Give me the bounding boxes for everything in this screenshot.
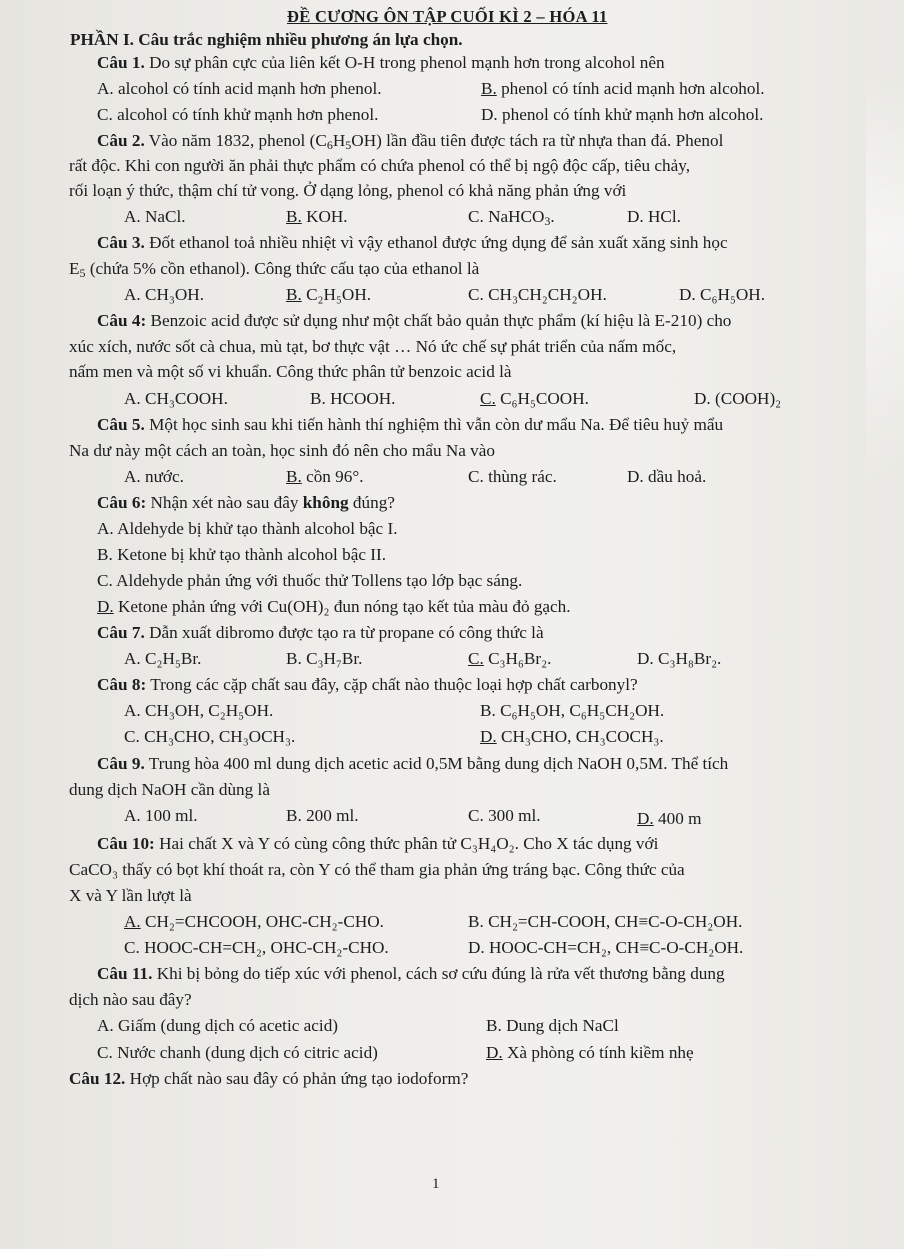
question-10	[97, 833, 658, 855]
question-label: Câu 1.	[97, 53, 145, 72]
option-letter: B.	[481, 79, 497, 98]
option-text: C₆H₅OH.	[700, 285, 765, 304]
option-text: C₃H₆Br₂.	[488, 649, 552, 668]
option-letter: C.	[468, 467, 484, 486]
section-heading: PHẦN I. Câu trắc nghiệm nhiều phương án lựa chọn.	[70, 30, 463, 49]
option-3c	[468, 284, 607, 306]
option-text: HOOC-CH=CH₂, OHC-CH₂-CHO.	[144, 938, 389, 957]
option-11b	[486, 1015, 619, 1037]
option-text: Ketone phản ứng với Cu(OH)₂ đun nóng tạo kết tủa màu đỏ gạch.	[118, 597, 571, 616]
option-text: 400 m	[658, 809, 702, 828]
option-letter: D.	[97, 597, 114, 616]
option-text: .	[550, 207, 555, 226]
option-text: C₃H₇Br.	[306, 649, 363, 668]
option-8c	[124, 726, 295, 748]
question-text: H	[332, 131, 346, 150]
option-7b	[286, 648, 362, 670]
question-label: Câu 12.	[69, 1069, 126, 1088]
option-letter: D.	[468, 938, 485, 957]
option-text: CH₃CH₂CH₂OH.	[488, 285, 607, 304]
question-label: Câu 6:	[97, 493, 147, 512]
option-4b	[310, 388, 395, 410]
subscript: 5	[345, 138, 352, 152]
option-9d	[637, 808, 701, 830]
option-letter: D.	[480, 727, 497, 746]
option-letter: C.	[97, 571, 113, 590]
option-text: CH₃COOH.	[145, 389, 228, 408]
option-text: (COOH)₂	[715, 389, 782, 408]
option-6c	[97, 570, 522, 592]
question-2-line-2: rất độc. Khi con người ăn phải thực phẩm có chứa phenol có thể bị ngộ độc cấp, tiêu chảy,	[69, 156, 691, 175]
option-letter: C.	[468, 806, 484, 825]
question-label: Câu 10:	[97, 834, 155, 853]
option-letter: A.	[124, 806, 141, 825]
option-text: HCOOH.	[330, 389, 396, 408]
option-letter: C.	[124, 938, 140, 957]
question-text: OH) lần đầu tiên được tách ra từ nhựa than đá. Phenol	[351, 131, 724, 150]
question-3-line-2	[69, 258, 479, 280]
option-letter: C.	[468, 285, 484, 304]
question-text: Khi bị bỏng do tiếp xúc với phenol, cách sơ cứu đúng là rửa vết thương bằng dung	[156, 964, 725, 983]
option-9a	[124, 805, 198, 827]
question-emphasis: không	[302, 493, 349, 512]
option-letter: A.	[124, 207, 141, 226]
question-1	[97, 52, 665, 74]
page-edge-highlight	[866, 70, 904, 490]
question-10-line-3: X và Y lần lượt là	[69, 886, 192, 905]
option-text: NaHCO	[488, 207, 545, 226]
question-label: Câu 8:	[97, 675, 147, 694]
option-letter: A.	[124, 701, 141, 720]
option-text: HOOC-CH=CH₂, CH≡C-O-CH₂OH.	[489, 938, 744, 957]
option-9b	[286, 805, 359, 827]
option-text: CH₃CHO, CH₃OCH₃.	[144, 727, 296, 746]
option-10a	[124, 911, 384, 933]
option-text: 100 ml.	[145, 806, 198, 825]
question-5	[97, 414, 723, 436]
option-letter: D.	[694, 389, 711, 408]
option-text: CH₃OH, C₂H₅OH.	[145, 701, 274, 720]
option-text: Dung dịch NaCl	[506, 1016, 619, 1035]
question-9	[97, 753, 728, 775]
question-7	[97, 622, 544, 644]
page-number: 1	[432, 1176, 440, 1192]
question-label: Câu 2.	[97, 131, 145, 150]
option-6a	[97, 518, 398, 540]
question-text: Hợp chất nào sau đây có phản ứng tạo iodoform?	[129, 1069, 469, 1088]
option-2d	[627, 206, 681, 228]
option-text: 200 ml.	[306, 806, 359, 825]
document-title: ĐỀ CƯƠNG ÔN TẬP CUỐI KÌ 2 – HÓA 11	[287, 7, 608, 26]
question-text: Trung hòa 400 ml dung dịch acetic acid 0,5M bằng dung dịch NaOH 0,5M. Thể tích	[148, 754, 729, 773]
option-text: 300 ml.	[488, 806, 541, 825]
question-label: Câu 3.	[97, 233, 145, 252]
option-2a	[124, 206, 186, 228]
question-text: Do sự phân cực của liên kết O-H trong phenol mạnh hơn trong alcohol nên	[149, 53, 665, 72]
question-6	[97, 492, 395, 514]
option-7a	[124, 648, 201, 670]
option-letter: D.	[679, 285, 696, 304]
option-3b	[286, 284, 371, 306]
option-text: Giấm (dung dịch có acetic acid)	[118, 1016, 339, 1035]
option-letter: A.	[97, 1016, 114, 1035]
question-11-line-2: dịch nào sau đây?	[69, 990, 192, 1009]
option-letter: A.	[124, 285, 141, 304]
option-letter: A.	[124, 649, 141, 668]
option-text: C₂H₅Br.	[145, 649, 202, 668]
question-10-line-2: CaCO₃ thấy có bọt khí thoát ra, còn Y có thể tham gia phản ứng tráng bạc. Công thức của	[69, 860, 685, 879]
option-letter: B.	[468, 912, 484, 931]
question-9-line-2: dung dịch NaOH cần dùng là	[69, 780, 270, 799]
question-12	[69, 1068, 468, 1090]
option-text: C₃H₈Br₂.	[658, 649, 722, 668]
subscript: 5	[79, 266, 86, 280]
option-text: nước.	[145, 467, 184, 486]
option-letter: C.	[468, 207, 484, 226]
option-4a	[124, 388, 228, 410]
option-5c	[468, 466, 557, 488]
option-text: thùng rác.	[488, 467, 557, 486]
option-letter: C.	[97, 105, 113, 124]
option-text: KOH.	[306, 207, 348, 226]
option-text: phenol có tính acid mạnh hơn alcohol.	[501, 79, 765, 98]
option-letter: A.	[124, 467, 141, 486]
option-text: C₆H₅COOH.	[500, 389, 589, 408]
option-1d	[481, 104, 763, 126]
subscript: 6	[326, 138, 333, 152]
question-text: đúng?	[348, 493, 395, 512]
question-text: Trong các cặp chất sau đây, cặp chất nào thuộc loại hợp chất carbonyl?	[150, 675, 638, 694]
option-text: C₂H₅OH.	[306, 285, 372, 304]
question-label: Câu 5.	[97, 415, 145, 434]
option-text: Ketone bị khử tạo thành alcohol bậc II.	[117, 545, 387, 564]
option-text: C₆H₅OH, C₆H₅CH₂OH.	[500, 701, 665, 720]
option-8a	[124, 700, 273, 722]
question-2-line-3: rối loạn ý thức, thậm chí tử vong. Ở dạng lỏng, phenol có khả năng phản ứng với	[69, 181, 627, 200]
option-5a	[124, 466, 184, 488]
option-letter: D.	[627, 467, 644, 486]
question-5-line-2: Na dư này một cách an toàn, học sinh đó nên cho mẩu Na vào	[69, 441, 495, 460]
option-text: phenol có tính khử mạnh hơn alcohol.	[502, 105, 764, 124]
option-1b	[481, 78, 765, 100]
option-5b	[286, 466, 364, 488]
option-letter: C.	[97, 1043, 113, 1062]
option-text: CH₂=CHCOOH, OHC-CH₂-CHO.	[145, 912, 384, 931]
option-letter: D.	[481, 105, 498, 124]
option-letter: B.	[286, 806, 302, 825]
option-text: NaCl.	[145, 207, 186, 226]
question-text: Vào năm 1832, phenol (C	[148, 131, 327, 150]
option-11d	[486, 1042, 694, 1064]
option-letter: B.	[486, 1016, 502, 1035]
option-4c	[480, 388, 589, 410]
option-9c	[468, 805, 541, 827]
option-letter: A.	[97, 519, 114, 538]
option-letter: C.	[480, 389, 496, 408]
question-label: Câu 11.	[97, 964, 153, 983]
option-5d	[627, 466, 706, 488]
option-letter: D.	[637, 649, 654, 668]
question-text: Một học sinh sau khi tiến hành thí nghiệm thì vẫn còn dư mẩu Na. Để tiêu huỷ mẩu	[149, 415, 724, 434]
option-text: Nước chanh (dung dịch có citric acid)	[117, 1043, 378, 1062]
option-letter: A.	[124, 912, 141, 931]
question-text: (chứa 5% cồn ethanol). Công thức cấu tạo của ethanol là	[85, 259, 480, 278]
option-6d	[97, 596, 571, 618]
option-letter: A.	[124, 389, 141, 408]
option-7d	[637, 648, 721, 670]
option-letter: D.	[637, 809, 654, 828]
option-6b	[97, 544, 386, 566]
option-1c	[97, 104, 378, 126]
option-8b	[480, 700, 664, 722]
option-text: CH₂=CH-COOH, CH≡C-O-CH₂OH.	[488, 912, 743, 931]
option-11a	[97, 1015, 338, 1037]
option-letter: B.	[286, 649, 302, 668]
option-4d	[694, 388, 781, 410]
question-11	[97, 963, 725, 985]
subscript: 3	[544, 214, 551, 228]
option-text: Aldehyde bị khử tạo thành alcohol bậc I.	[117, 519, 398, 538]
option-letter: C.	[468, 649, 484, 668]
question-label: Câu 9.	[97, 754, 145, 773]
question-2	[97, 130, 723, 152]
question-text: Dẫn xuất dibromo được tạo ra từ propane có công thức là	[149, 623, 544, 642]
question-4-line-2: xúc xích, nước sốt cà chua, mù tạt, bơ thực vật … Nó ức chế sự phát triển của nấm mốc,	[69, 337, 677, 356]
question-4	[97, 310, 731, 332]
option-text: Aldehyde phản ứng với thuốc thử Tollens tạo lớp bạc sáng.	[116, 571, 523, 590]
option-7c	[468, 648, 551, 670]
option-letter: D.	[486, 1043, 503, 1062]
option-10d	[468, 937, 743, 959]
question-text: E	[69, 259, 80, 278]
option-letter: B.	[286, 467, 302, 486]
option-letter: B.	[286, 285, 302, 304]
question-3	[97, 232, 728, 254]
option-10c	[124, 937, 389, 959]
option-letter: C.	[124, 727, 140, 746]
option-3d	[679, 284, 765, 306]
option-2c	[468, 206, 555, 228]
option-text: dầu hoả.	[648, 467, 707, 486]
question-text: Hai chất X và Y có cùng công thức phân tử C₃H₄O₂. Cho X tác dụng với	[159, 834, 659, 853]
option-11c	[97, 1042, 378, 1064]
option-1a	[97, 78, 382, 100]
option-letter: D.	[627, 207, 644, 226]
option-text: Xà phòng có tính kiềm nhẹ	[507, 1043, 694, 1062]
option-10b	[468, 911, 742, 933]
option-text: alcohol có tính khử mạnh hơn phenol.	[117, 105, 379, 124]
question-8	[97, 674, 638, 696]
question-label: Câu 4:	[97, 311, 147, 330]
question-text: Đốt ethanol toả nhiều nhiệt vì vậy ethanol được ứng dụng để sản xuất xăng sinh học	[149, 233, 728, 252]
option-text: CH₃CHO, CH₃COCH₃.	[501, 727, 664, 746]
question-text: Nhận xét nào sau đây	[150, 493, 303, 512]
option-8d	[480, 726, 664, 748]
question-4-line-3: nấm men và một số vi khuẩn. Công thức phân tử benzoic acid là	[69, 362, 512, 381]
option-letter: A.	[97, 79, 114, 98]
option-letter: B.	[310, 389, 326, 408]
option-text: CH₃OH.	[145, 285, 205, 304]
option-3a	[124, 284, 204, 306]
option-text: alcohol có tính acid mạnh hơn phenol.	[118, 79, 382, 98]
option-text: HCl.	[648, 207, 681, 226]
option-letter: B.	[97, 545, 113, 564]
option-letter: B.	[480, 701, 496, 720]
question-text: Benzoic acid được sử dụng như một chất bảo quản thực phẩm (kí hiệu là E-210) cho	[150, 311, 732, 330]
option-letter: B.	[286, 207, 302, 226]
option-2b	[286, 206, 348, 228]
question-label: Câu 7.	[97, 623, 145, 642]
option-text: cồn 96°.	[306, 467, 364, 486]
